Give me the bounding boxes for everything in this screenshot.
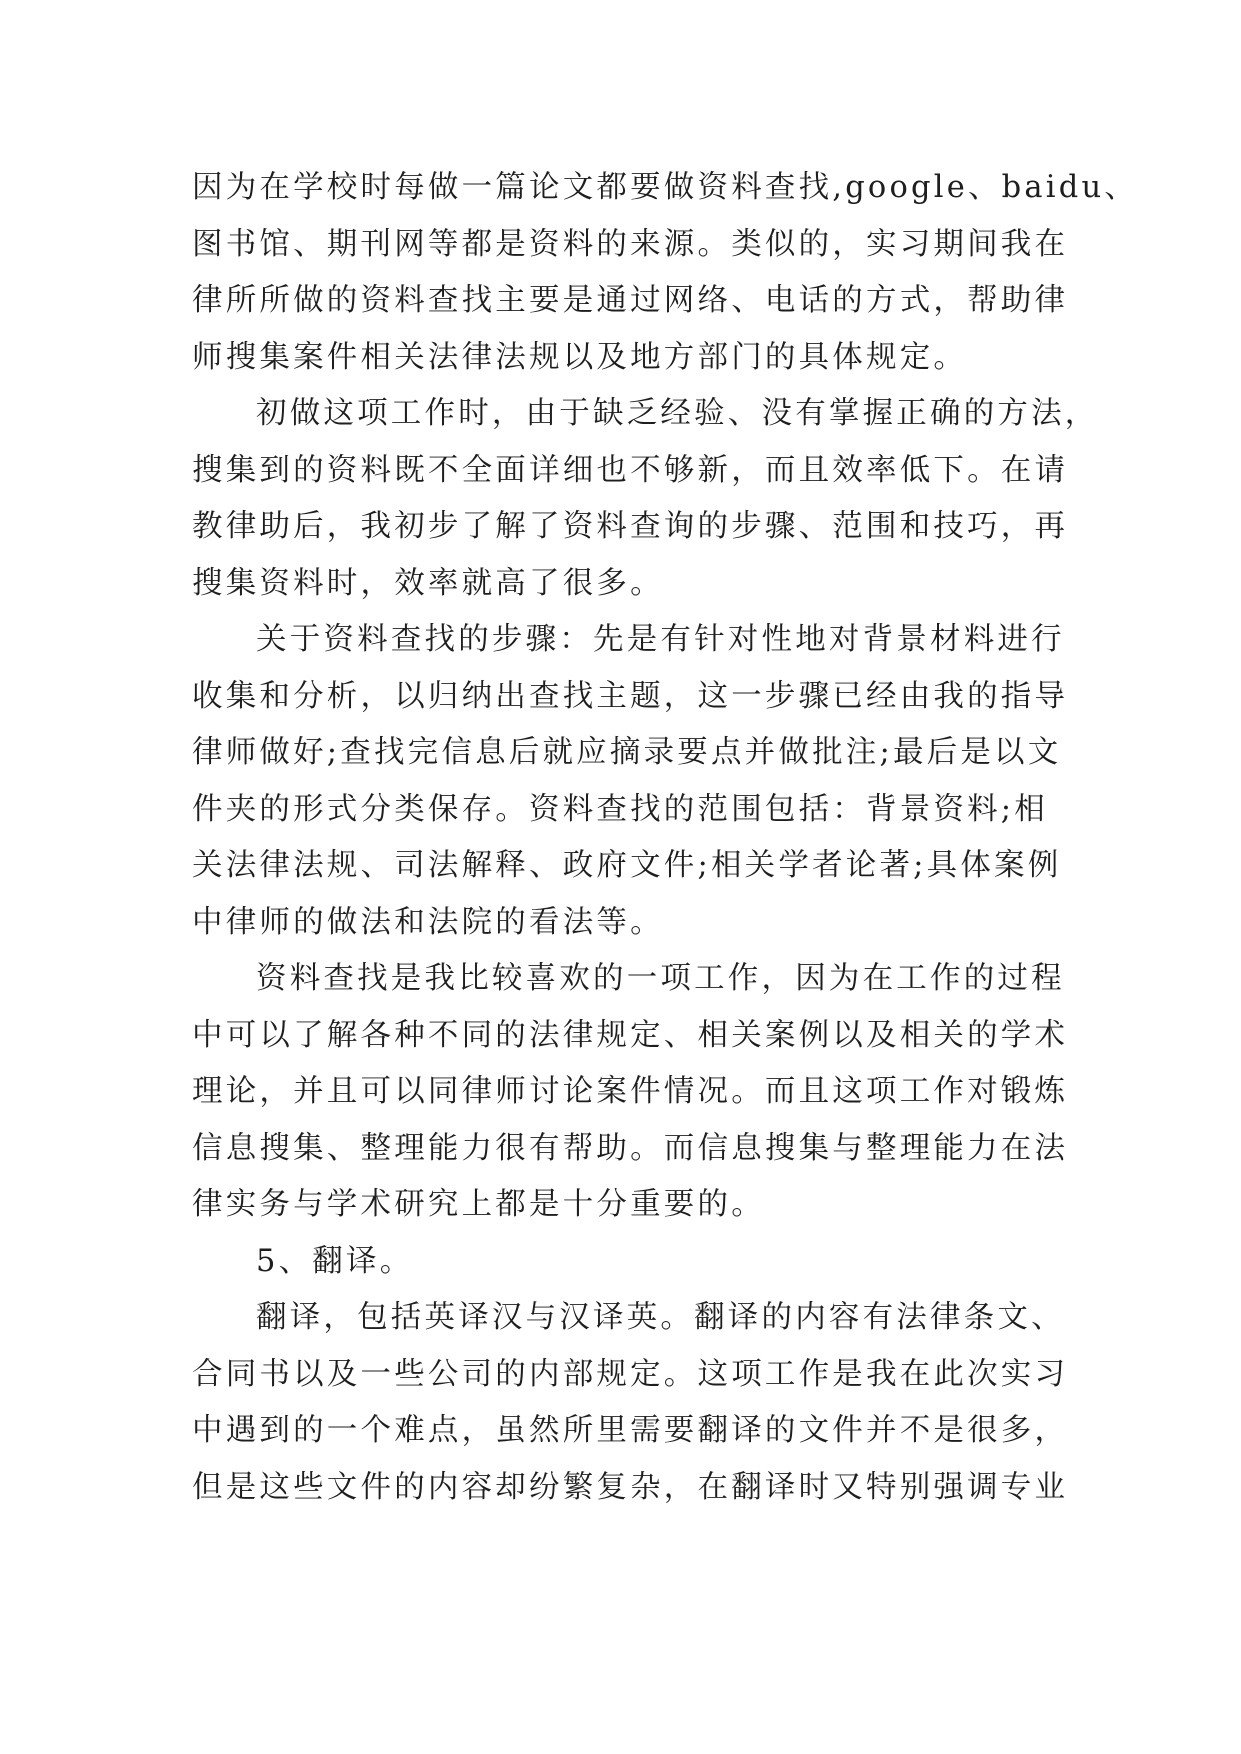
text-line: 中可以了解各种不同的法律规定、相关案例以及相关的学术: [192, 1017, 1069, 1053]
text-line: 翻译，包括英译汉与汉译英。翻译的内容有法律条文、: [256, 1300, 1065, 1335]
text-line: 教律助后，我初步了解了资料查询的步骤、范围和技巧，再: [192, 509, 1069, 544]
text-line: 关于资料查找的步骤：先是有针对性地对背景材料进行: [256, 622, 1065, 657]
text-line: 搜集资料时，效率就高了很多。: [192, 565, 664, 601]
text-line: 5、翻译。: [256, 1243, 414, 1279]
text-line: 律师做好;查找完信息后就应摘录要点并做批注;最后是以文: [192, 735, 1062, 770]
text-line: 收集和分析，以归纳出查找主题，这一步骤已经由我的指导: [192, 678, 1069, 714]
text-line: 关法律法规、司法解释、政府文件;相关学者论著;具体案例: [192, 848, 1062, 883]
text-line: 理论，并且可以同律师讨论案件情况。而且这项工作对锻炼: [192, 1074, 1069, 1109]
text-line: 律所所做的资料查找主要是通过网络、电话的方式，帮助律: [192, 283, 1069, 318]
text-line: 中遇到的一个难点，虽然所里需要翻译的文件并不是很多，: [192, 1413, 1069, 1448]
text-line: 因为在学校时每做一篇论文都要做资料查找,google、baidu、: [192, 170, 1139, 205]
text-line: 但是这些文件的内容却纷繁复杂，在翻译时又特别强调专业: [192, 1469, 1069, 1505]
text-line: 合同书以及一些公司的内部规定。这项工作是我在此次实习: [192, 1356, 1069, 1392]
text-line: 初做这项工作时，由于缺乏经验、没有掌握正确的方法，: [256, 396, 1099, 431]
body-text: [192, 160, 1139, 1516]
text-line: 图书馆、期刊网等都是资料的来源。类似的，实习期间我在: [192, 226, 1069, 262]
text-line: 信息搜集、整理能力很有帮助。而信息搜集与整理能力在法: [192, 1130, 1069, 1166]
text-line: 律实务与学术研究上都是十分重要的。: [192, 1187, 765, 1222]
text-line: 件夹的形式分类保存。资料查找的范围包括：背景资料;相: [192, 791, 1048, 827]
text-line: 搜集到的资料既不全面详细也不够新，而且效率低下。在请: [192, 452, 1069, 488]
text-line: 师搜集案件相关法律法规以及地方部门的具体规定。: [192, 339, 968, 375]
text-line: 资料查找是我比较喜欢的一项工作，因为在工作的过程: [256, 961, 1065, 996]
text-line: 中律师的做法和法院的看法等。: [192, 904, 664, 940]
